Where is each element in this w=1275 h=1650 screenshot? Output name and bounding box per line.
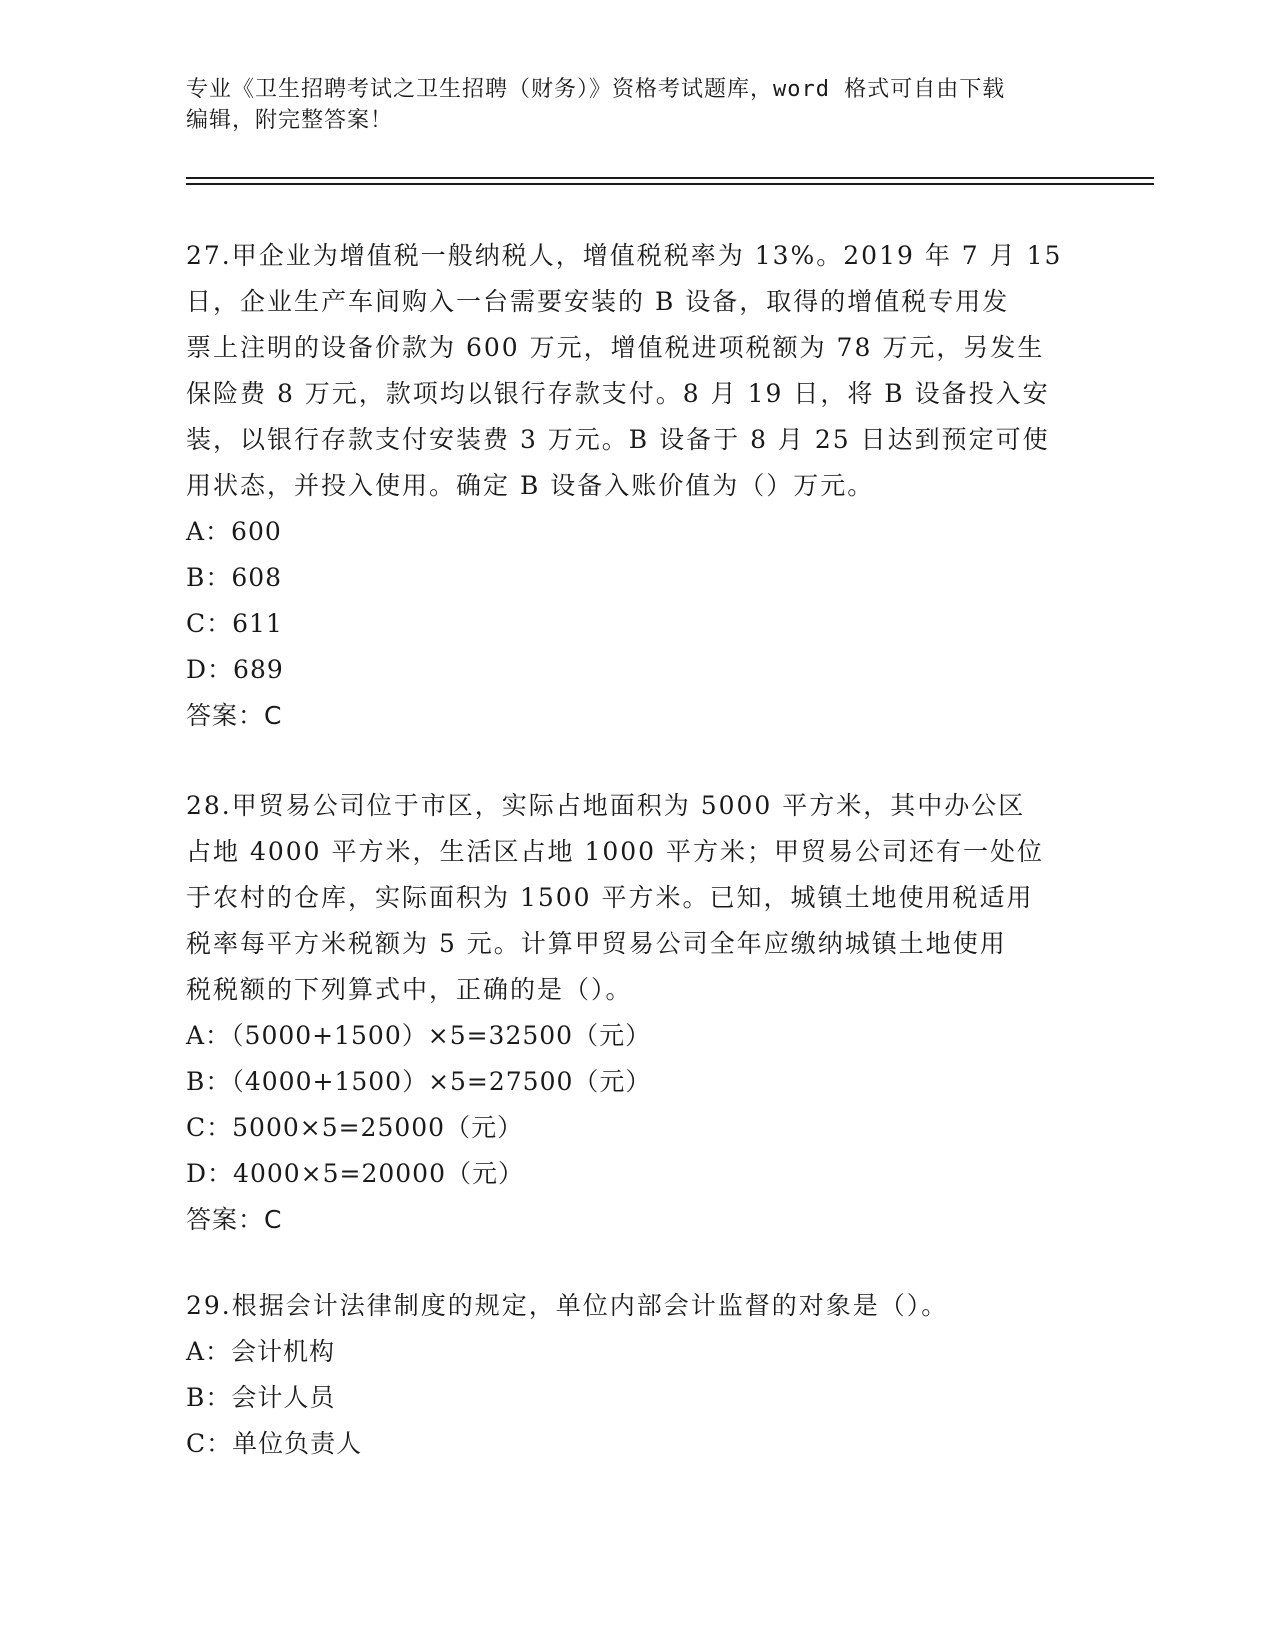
header-divider-top [186,177,1154,179]
option-b: B：（4000+1500）×5=27500（元） [186,1067,652,1096]
option-c: C：611 [186,609,283,638]
question-stem-line: 29.根据会计法律制度的规定，单位内部会计监督的对象是（）。 [186,1291,949,1320]
option-b: B：608 [186,563,283,592]
question-stem-line: 占地 4000 平方米，生活区占地 1000 平方米；甲贸易公司还有一处位 [186,837,1045,866]
question-stem-line: 装，以银行存款支付安装费 3 万元。B 设备于 8 月 25 日达到预定可使 [186,425,1050,454]
question-27 [186,233,1086,739]
option-b: B：会计人员 [186,1383,336,1412]
question-stem-line: 于农村的仓库，实际面积为 1500 平方米。已知，城镇土地使用税适用 [186,883,1034,912]
option-a: A：600 [186,517,282,546]
answer-line: 答案：C [186,701,283,730]
option-c: C：5000×5=25000（元） [186,1113,524,1142]
header-line-2: 编辑，附完整答案！ [186,108,394,133]
option-d: D：689 [186,655,284,684]
question-stem-line: 票上注明的设备价款为 600 万元，增值税进项税额为 78 万元，另发生 [186,333,1045,362]
document-header [186,74,1086,136]
question-stem-line: 保险费 8 万元，款项均以银行存款支付。8 月 19 日，将 B 设备投入安 [186,379,1050,408]
option-a: A：会计机构 [186,1337,336,1366]
header-line-1: 专业《卫生招聘考试之卫生招聘（财务）》资格考试题库，word 格式可自由下载 [186,77,1006,102]
question-29 [186,1283,1086,1467]
question-stem-line: 28.甲贸易公司位于市区，实际占地面积为 5000 平方米，其中办公区 [186,791,1026,820]
question-stem-line: 日，企业生产车间购入一台需要安装的 B 设备，取得的增值税专用发 [186,287,1010,316]
question-stem-line: 税率每平方米税额为 5 元。计算甲贸易公司全年应缴纳城镇土地使用 [186,929,1007,958]
option-a: A：（5000+1500）×5=32500（元） [186,1021,652,1050]
question-stem-line: 税税额的下列算式中，正确的是（）。 [186,975,633,1004]
question-stem-line: 用状态，并投入使用。确定 B 设备入账价值为（）万元。 [186,471,875,500]
question-stem-line: 27.甲企业为增值税一般纳税人，增值税税率为 13%。2019 年 7 月 15 [186,241,1063,270]
option-d: D：4000×5=20000（元） [186,1159,524,1188]
answer-line: 答案：C [186,1205,283,1234]
header-divider-bottom [186,183,1154,185]
option-c: C：单位负责人 [186,1429,363,1458]
question-28 [186,783,1086,1243]
